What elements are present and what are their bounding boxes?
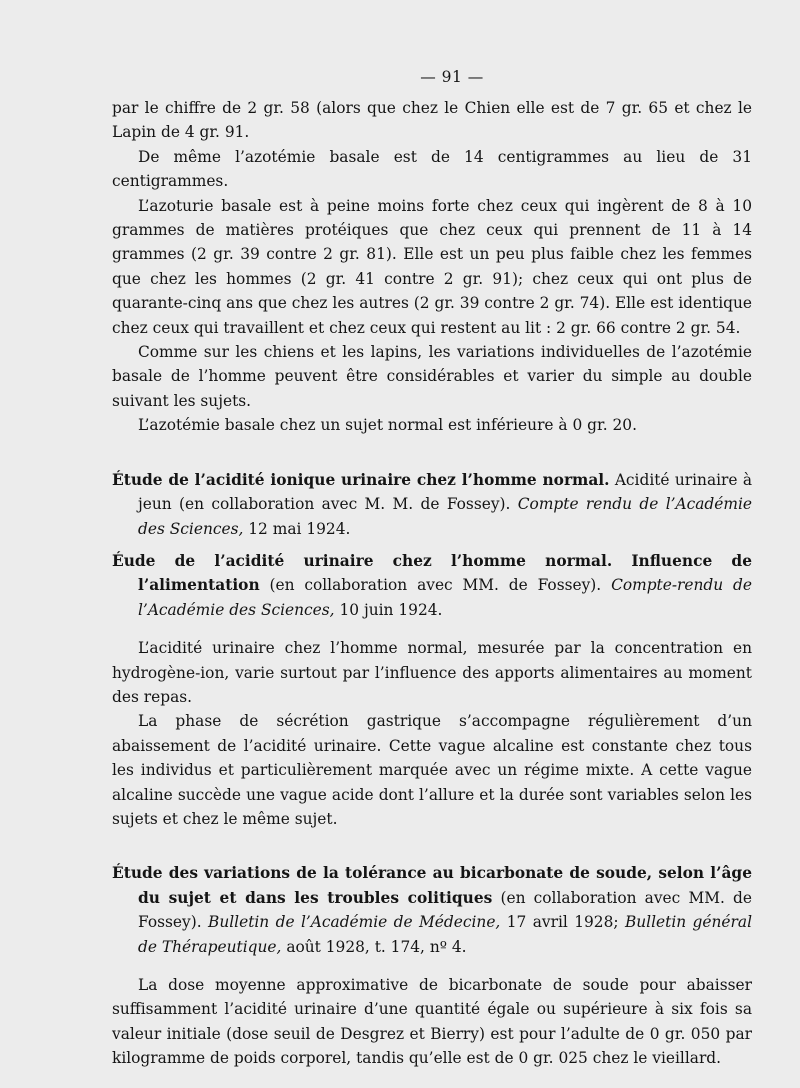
- paragraph-bicarbonate: La dose moyenne approximative de bicarbonate de soude pour abaisser suffisamment l’acidité urinaire d’une quantité égale ou supérieure à six fois sa valeur initiale (dose seuil de Desgrez et Bierry) est pour l’adulte de 0 gr. 050 par kilogramme de poids corporel, tandis qu’elle est de 0 gr. 025 chez le vieillard.: [112, 976, 752, 1068]
- paragraph-continuation: par le chiffre de 2 gr. 58 (alors que chez le Chien elle est de 7 gr. 65 et chez le Lapin de 4 gr. 91.: [112, 99, 752, 142]
- entry-2-source: Compte-rendu de l’Académie des Sciences,: [138, 576, 752, 619]
- entry-2-date: 10 juin 1924.: [334, 600, 443, 619]
- entry-3-date-2: août 1928, t. 174, nº 4.: [281, 937, 467, 956]
- entry-1-title: Étude de l’acidité ionique urinaire chez l’homme normal.: [112, 470, 610, 489]
- entry-3-source-1: Bulletin de l’Académie de Médecine,: [208, 913, 501, 932]
- entry-2-title: Éude de l’acidité urinaire chez l’homme normal. Influence de l’alimentation: [112, 551, 752, 595]
- paragraph-azotemie: De même l’azotémie basale est de 14 centigrammes au lieu de 31 centigrammes.: [112, 147, 752, 191]
- paragraph-secretion: La phase de sécrétion gastrique s’accompagne régulièrement d’un abaissement de l’acidité urinaire. Cette vague alcaline est constante chez tous les individus et particulièrement marquée avec un régime mixte. A cette vague alcaline succède une vague acide dont l’allure et la durée sont variables selon les sujets et chez le même sujet.: [112, 712, 752, 828]
- entry-3-source-2: Bulletin général de Thérapeutique,: [138, 913, 752, 956]
- entry-2-details: (en collaboration avec MM. de Fossey).: [259, 576, 612, 595]
- page-number: — 91 —: [420, 68, 484, 86]
- paragraph-azoturie: L’azoturie basale est à peine moins forte chez ceux qui ingèrent de 8 à 10 grammes de matières protéiques que chez ceux qui prennent de 11 à 14 grammes (2 gr. 39 contre 2 gr. 81). Elle est un peu plus faible chez les femmes que chez les hommes (2 gr. 41 contre 2 gr. 91); chez ceux qui ont plus de quarante-cinq ans que chez les autres (2 gr. 39 contre 2 gr. 74). Elle est identique chez ceux qui travaillent et chez ceux qui restent au lit : 2 gr. 66 contre 2 gr. 54.: [112, 196, 752, 337]
- bibliography-entry-2: [112, 549, 752, 622]
- entry-3-date-1: 17 avril 1928;: [500, 913, 625, 932]
- paragraph-variations: Comme sur les chiens et les lapins, les variations individuelles de l’azotémie basale de l’homme peuvent être considérables et varier du simple au double suivant les sujets.: [112, 343, 752, 410]
- bibliography-entry-1: [112, 468, 752, 541]
- entry-3-details: (en collaboration avec MM. de Fossey).: [138, 888, 752, 932]
- entry-3-title: Étude des variations de la tolérance au bicarbonate de soude, selon l’âge du sujet et dans les troubles colitiques: [112, 864, 752, 907]
- entry-1-source: Compte rendu de l’Académie des Sciences,: [138, 495, 753, 538]
- entry-1-date: 12 mai 1924.: [243, 519, 351, 538]
- paragraph-azotemie-normal: L’azotémie basale chez un sujet normal est inférieure à 0 gr. 20.: [138, 416, 637, 435]
- bibliography-entry-3: [112, 861, 752, 959]
- entry-1-details: Acidité urinaire à jeun (en collaboration avec M. M. de Fossey).: [138, 470, 752, 514]
- paragraph-acidite: L’acidité urinaire chez l’homme normal, mesurée par la concentration en hydrogène-ion, varie surtout par l’influence des apports alimentaires au moment des repas.: [112, 639, 752, 706]
